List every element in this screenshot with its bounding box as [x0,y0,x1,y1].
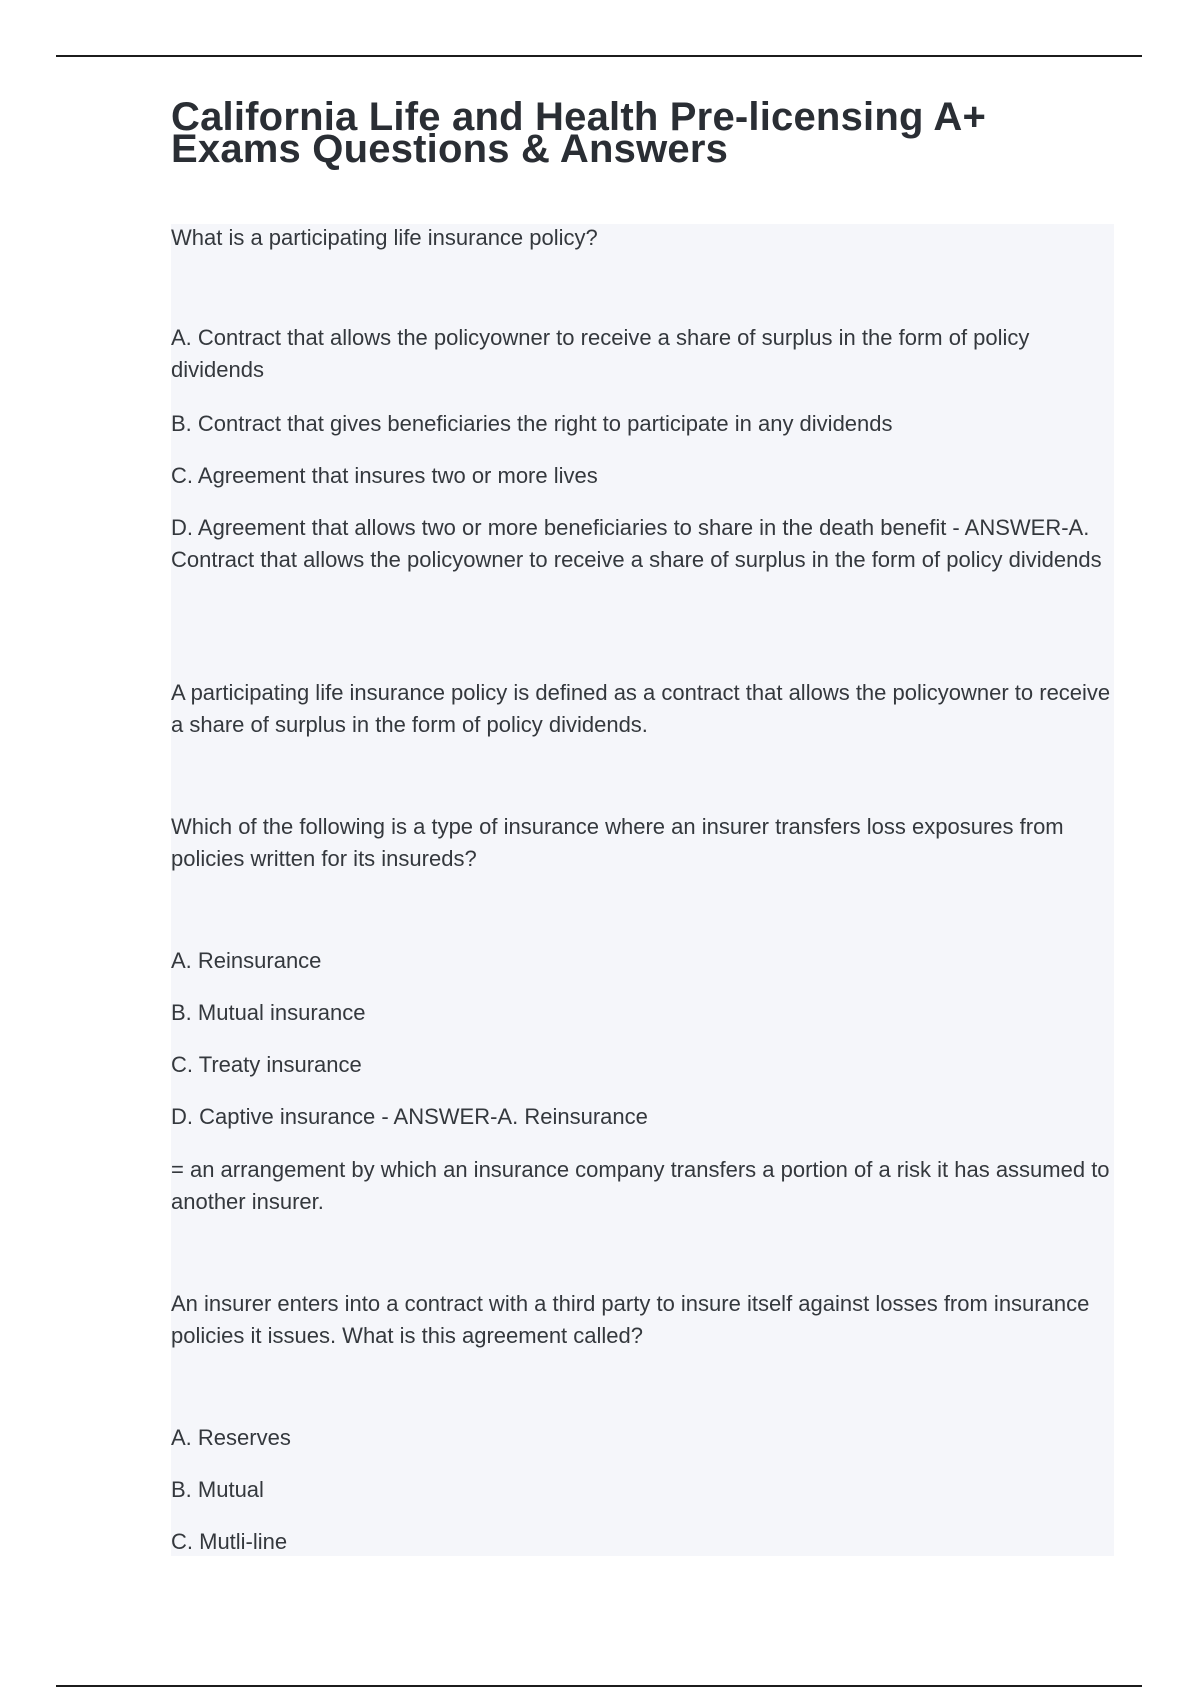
q2-option-c: C. Treaty insurance [171,1052,362,1077]
q1-option-d-answer: D. Agreement that allows two or more beneficiaries to share in the death benefit - ANSWER-A. Contract that allows the policyowner to receive a share of surplus in the form of policy dividends [171,515,1102,572]
q2-option-a: A. Reinsurance [171,948,322,973]
q1-option-c: C. Agreement that insures two or more lives [171,463,598,488]
question-1: What is a participating life insurance policy? [171,225,598,250]
q3-option-b: B. Mutual [171,1477,264,1502]
question-3: An insurer enters into a contract with a third party to insure itself against losses from insurance policies it issues. What is this agreement called? [171,1291,1090,1348]
title-line-1: California Life and Health Pre-licensing A+ [171,95,987,139]
q2-option-d-answer: D. Captive insurance - ANSWER-A. Reinsurance [171,1104,648,1129]
question-2: Which of the following is a type of insurance where an insurer transfers loss exposures from policies written for its insureds? [171,814,1064,871]
q2-option-b: B. Mutual insurance [171,1000,366,1025]
q3-option-c: C. Mutli-line [171,1529,288,1554]
q1-option-b: B. Contract that gives beneficiaries the right to participate in any dividends [171,411,893,436]
bottom-rule [56,1685,1142,1687]
q1-explanation: A participating life insurance policy is defined as a contract that allows the policyowner to receive a share of surplus in the form of policy dividends. [171,680,1111,737]
title-line-2: Exams Questions & Answers [171,127,729,171]
top-rule [56,55,1142,57]
q1-option-a: A. Contract that allows the policyowner to receive a share of surplus in the form of policy dividends [171,325,1030,382]
q3-option-a: A. Reserves [171,1425,291,1450]
q2-explanation: = an arrangement by which an insurance company transfers a portion of a risk it has assumed to another insurer. [171,1157,1110,1214]
document-title [171,95,1071,171]
